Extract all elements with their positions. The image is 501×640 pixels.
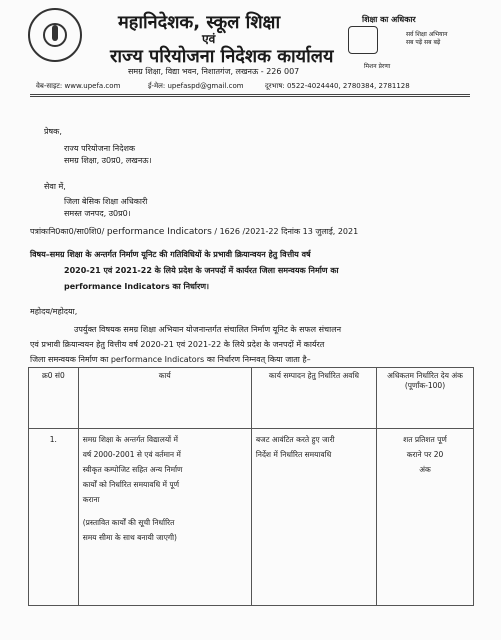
subject-line-3: performance Indicators का निर्धारण। xyxy=(64,282,210,291)
recipient-line-1: जिला बेसिक शिक्षा अधिकारी xyxy=(64,197,148,206)
ssa-motto: सब पढ़ें सब बढ़ें xyxy=(406,39,441,46)
cell-marks xyxy=(377,429,474,606)
rte-tagline: शिक्षा का अधिकार xyxy=(362,15,416,24)
marks-line-1: शत प्रतिशत पूर्ण xyxy=(403,435,447,444)
ref-number: / 1626 /2021-22 xyxy=(214,227,279,236)
header-title-2: एवं xyxy=(202,32,216,46)
paragraph-line-3: जिला समन्वयक निर्माण का performance Indicators का निर्धारण निम्नवत् किया जाता है– xyxy=(30,355,311,364)
header-address: समग्र शिक्षा, विद्या भवन, निशातगंज, लखनऊ - 226 007 xyxy=(128,67,300,76)
work-line-5: कराना xyxy=(82,495,100,504)
col-header-marks: अधिकतम निर्धारित देय अंक (पूर्णांक-100) xyxy=(377,368,474,429)
salutation: महोदय/महोदया, xyxy=(30,307,78,316)
sender-label: प्रेषक, xyxy=(44,127,62,136)
website-text: वेब-साइट: www.upefa.com xyxy=(36,82,121,90)
cell-sno: 1. xyxy=(29,429,79,606)
work-line-2: वर्ष 2000-2001 से एवं वर्तमान में xyxy=(82,450,181,459)
work-line-6: (प्रस्तावित कार्यों की सूची निर्धारित xyxy=(82,518,175,527)
ref-code: performance Indicators xyxy=(106,227,212,237)
ref-prefix: पत्रांकःनि0का0/सा0शि0/ xyxy=(30,227,105,236)
ssa-line: सर्व शिक्षा अभियान xyxy=(406,31,448,38)
work-line-7: समय सीमा के साथ बनायी जाएगी) xyxy=(82,533,177,542)
header-title-1: महानिदेशक, स्कूल शिक्षा xyxy=(118,12,281,33)
table-header-row xyxy=(29,368,474,429)
marks-line-3: अंक xyxy=(419,465,431,474)
phone-text: दूरभाष: 0522-4024440, 2780384, 2781128 xyxy=(265,82,410,90)
paragraph-line-2: एवं प्रभावी क्रियान्वयन हेतु वित्तीय वर्ष 2020-21 एवं 2021-22 के लिये प्रदेश के जनपदों में कार्यरत xyxy=(30,340,325,349)
email-text: ई-मेल: upefaspd@gmail.com xyxy=(148,82,244,90)
rte-emblem xyxy=(338,6,468,58)
sender-line-2: समग्र शिक्षा, उ0प्र0, लखनऊ। xyxy=(64,156,152,165)
period-line-2: निर्देश में निर्धारित समयावधि xyxy=(255,450,332,459)
col-header-sno: क्र0 सं0 xyxy=(29,368,79,429)
col-header-work: कार्य xyxy=(78,368,251,429)
work-line-3: स्वीकृत कम्पोजिट सहित अन्य निर्माण xyxy=(82,465,183,474)
mission-prerna-label: मिशन प्रेरणा xyxy=(364,63,391,70)
subject-line-1: विषय–समग्र शिक्षा के अन्तर्गत निर्माण यूनिट की गतिविधियों के प्रभावी क्रियान्वयन हेतु वित्तीय वर्ष xyxy=(30,250,311,259)
recipient-label: सेवा में, xyxy=(44,182,66,191)
period-line-1: बजट आवंटित करते हुए जारी xyxy=(255,435,335,444)
ref-date: दिनांक 13 जुलाई, 2021 xyxy=(281,227,359,236)
header-divider xyxy=(30,94,470,95)
sender-line-1: राज्य परियोजना निदेशक xyxy=(64,144,136,153)
cell-period xyxy=(251,429,376,606)
paragraph-line-1: उपर्युक्त विषयक समग्र शिक्षा अभियान योजनान्तर्गत संचालित निर्माण यूनिट के सफल संचालन xyxy=(74,325,342,334)
performance-table xyxy=(28,367,474,606)
header-divider-2 xyxy=(30,96,470,97)
subject-line-2: 2020-21 एवं 2021-22 के लिये प्रदेश के जनपदों में कार्यरत जिला समन्वयक निर्माण का xyxy=(64,266,339,275)
recipient-line-2: समस्त जनपद, उ0प्र0। xyxy=(64,209,131,218)
cell-work xyxy=(78,429,251,606)
children-icon xyxy=(348,26,378,54)
reference-line xyxy=(30,226,358,237)
work-line-4: कार्यों को निर्धारित समयावधि में पूर्ण xyxy=(82,480,180,489)
up-emblem-logo xyxy=(28,8,82,62)
table-row xyxy=(29,429,474,606)
col-header-period: कार्य सम्पादन हेतु निर्धारित अवधि xyxy=(251,368,376,429)
header-title-3: राज्य परियोजना निदेशक कार्यालय xyxy=(110,46,334,67)
marks-line-2: कराने पर 20 xyxy=(406,450,444,459)
work-line-1: समग्र शिक्षा के अन्तर्गत विद्यालयों में xyxy=(82,435,178,444)
